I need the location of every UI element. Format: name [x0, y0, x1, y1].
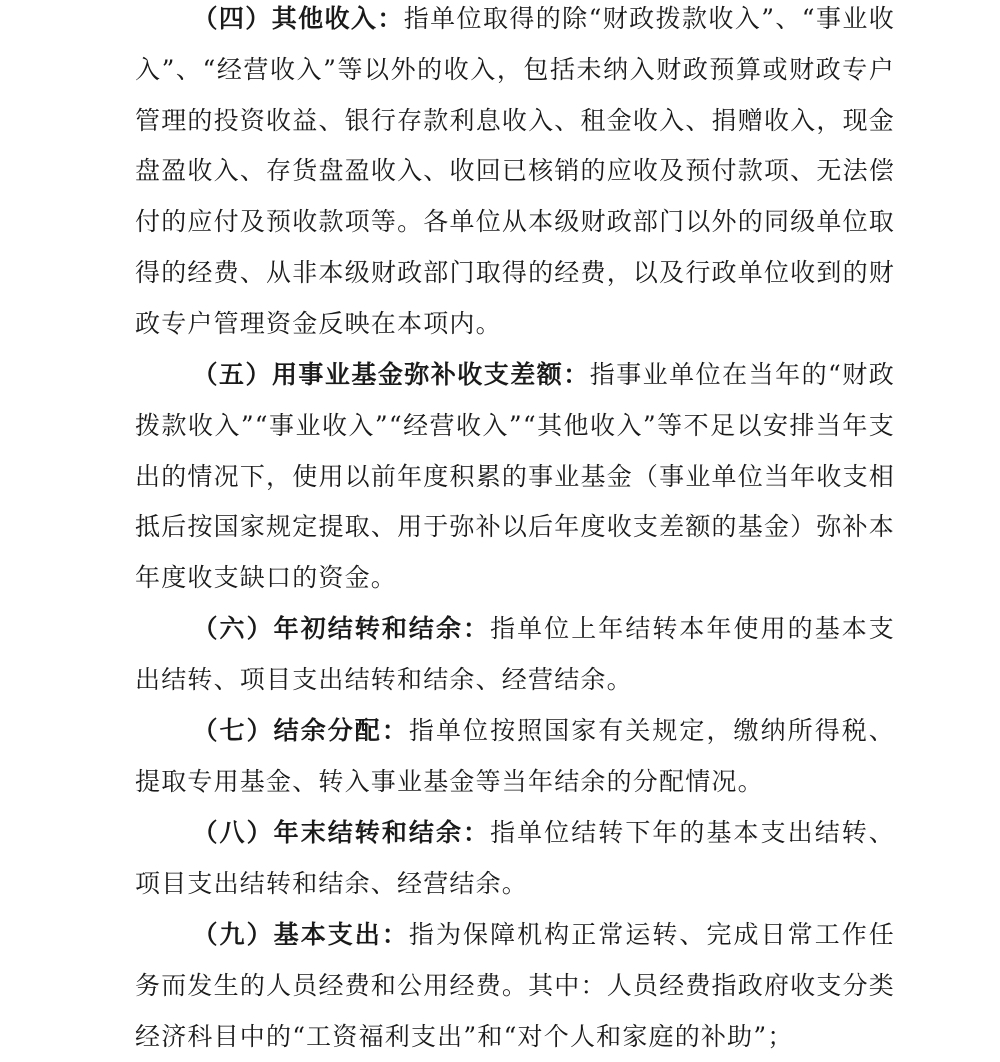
paragraph-term: （八）年末结转和结余：: [192, 818, 491, 847]
paragraph-body: 指单位取得的除“财政拨款收入”、“事业收入”、“经营收入”等以外的收入，包括未纳入财政预算或财政专户管理的投资收益、银行存款利息收入、租金收入、捐赠收入，现金盘盈收入、存货盘盈收入、收回已核销的应收及预付款项、无法偿付的应付及预收款项等。各单位从本级财政部门以外的同级单位取得的经费、从非本级财政部门取得的经费，以及行政单位收到的财政专户管理资金反映在本项内。: [135, 4, 895, 338]
paragraph-other-income: [135, 0, 895, 350]
paragraph-term: （四）其他收入：: [192, 4, 404, 33]
paragraph-closing-carryover: [135, 808, 895, 910]
paragraph-business-fund-offset: [135, 350, 895, 604]
paragraph-body: 指为保障机构正常运转、完成日常工作任务而发生的人员经费和公用经费。其中：人员经费指政府收支分类经济科目中的“工资福利支出”和“对个人和家庭的补助”；: [135, 920, 895, 1051]
paragraph-body: 指单位按照国家有关规定，缴纳所得税、提取专用基金、转入事业基金等当年结余的分配情况。: [135, 716, 895, 796]
paragraph-term: （九）基本支出：: [192, 920, 409, 949]
paragraph-term: （六）年初结转和结余：: [192, 614, 491, 643]
paragraph-basic-expenditure: [135, 910, 895, 1062]
paragraph-body: 指单位结转下年的基本支出结转、项目支出结转和结余、经营结余。: [135, 818, 895, 898]
paragraph-body: 指事业单位在当年的“财政拨款收入”“事业收入”“经营收入”“其他收入”等不足以安排当年支出的情况下，使用以前年度积累的事业基金（事业单位当年收支相抵后按国家规定提取、用于弥补以后年度收支差额的基金）弥补本年度收支缺口的资金。: [135, 360, 895, 593]
paragraph-body: 指单位上年结转本年使用的基本支出结转、项目支出结转和结余、经营结余。: [135, 614, 895, 694]
paragraph-opening-carryover: [135, 604, 895, 706]
paragraph-surplus-distribution: [135, 706, 895, 808]
paragraph-term: （七）结余分配：: [192, 716, 409, 745]
paragraph-term: （五）用事业基金弥补收支差额：: [192, 360, 590, 389]
